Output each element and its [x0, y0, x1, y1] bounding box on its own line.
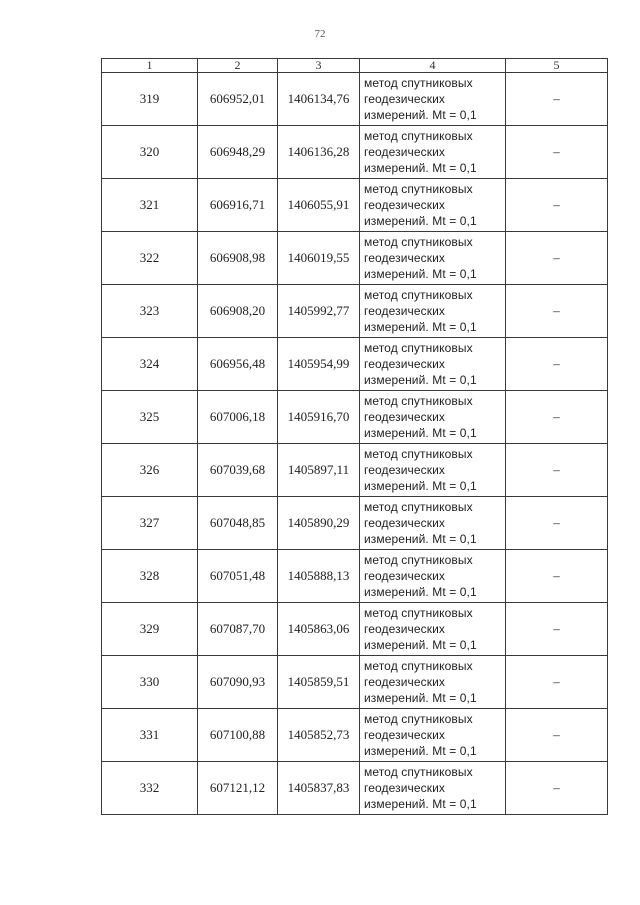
method-line-2: геодезических	[364, 251, 445, 265]
method-line-2: геодезических	[364, 198, 445, 212]
y-coordinate-cell: 1405916,70	[278, 391, 360, 444]
method-line-1: метод спутниковых	[364, 76, 473, 90]
table-row	[102, 603, 608, 656]
method-line-1: метод спутниковых	[364, 606, 473, 620]
table-row	[102, 338, 608, 391]
x-coordinate-cell: 607087,70	[198, 603, 278, 656]
table-row	[102, 232, 608, 285]
y-coordinate-cell: 1405837,83	[278, 762, 360, 815]
table-row	[102, 656, 608, 709]
x-coordinate-cell: 607100,88	[198, 709, 278, 762]
method-line-1: метод спутниковых	[364, 447, 473, 461]
x-coordinate-cell: 606908,98	[198, 232, 278, 285]
method-line-3: измерений. Mt = 0,1	[364, 638, 477, 652]
table-row	[102, 391, 608, 444]
method-cell	[360, 285, 506, 338]
method-line-3: измерений. Mt = 0,1	[364, 108, 477, 122]
header-col-3: 3	[278, 59, 360, 73]
y-coordinate-cell: 1405890,29	[278, 497, 360, 550]
method-cell	[360, 338, 506, 391]
y-coordinate-cell: 1405954,99	[278, 338, 360, 391]
method-cell	[360, 126, 506, 179]
method-line-3: измерений. Mt = 0,1	[364, 744, 477, 758]
method-line-2: геодезических	[364, 145, 445, 159]
point-number-cell: 329	[102, 603, 198, 656]
table-row	[102, 73, 608, 126]
accuracy-cell: –	[506, 126, 608, 179]
point-number-cell: 326	[102, 444, 198, 497]
method-line-2: геодезических	[364, 92, 445, 106]
accuracy-cell: –	[506, 285, 608, 338]
method-cell	[360, 550, 506, 603]
method-cell	[360, 232, 506, 285]
x-coordinate-cell: 606908,20	[198, 285, 278, 338]
method-line-3: измерений. Mt = 0,1	[364, 797, 477, 811]
accuracy-cell: –	[506, 444, 608, 497]
x-coordinate-cell: 607090,93	[198, 656, 278, 709]
accuracy-cell: –	[506, 179, 608, 232]
method-cell	[360, 179, 506, 232]
method-line-3: измерений. Mt = 0,1	[364, 161, 477, 175]
header-col-5: 5	[506, 59, 608, 73]
method-line-2: геодезических	[364, 675, 445, 689]
point-number-cell: 327	[102, 497, 198, 550]
method-line-3: измерений. Mt = 0,1	[364, 691, 477, 705]
accuracy-cell: –	[506, 73, 608, 126]
point-number-cell: 323	[102, 285, 198, 338]
y-coordinate-cell: 1405863,06	[278, 603, 360, 656]
method-line-3: измерений. Mt = 0,1	[364, 479, 477, 493]
method-line-1: метод спутниковых	[364, 553, 473, 567]
method-line-2: геодезических	[364, 304, 445, 318]
point-number-cell: 319	[102, 73, 198, 126]
table-row	[102, 762, 608, 815]
method-line-1: метод спутниковых	[364, 659, 473, 673]
method-cell	[360, 391, 506, 444]
y-coordinate-cell: 1405992,77	[278, 285, 360, 338]
method-line-1: метод спутниковых	[364, 288, 473, 302]
method-line-1: метод спутниковых	[364, 394, 473, 408]
accuracy-cell: –	[506, 550, 608, 603]
method-line-3: измерений. Mt = 0,1	[364, 426, 477, 440]
method-line-3: измерений. Mt = 0,1	[364, 532, 477, 546]
point-number-cell: 332	[102, 762, 198, 815]
method-cell	[360, 656, 506, 709]
method-line-1: метод спутниковых	[364, 500, 473, 514]
header-col-1: 1	[102, 59, 198, 73]
y-coordinate-cell: 1405888,13	[278, 550, 360, 603]
accuracy-cell: –	[506, 232, 608, 285]
method-line-1: метод спутниковых	[364, 341, 473, 355]
header-col-2: 2	[198, 59, 278, 73]
method-line-2: геодезических	[364, 781, 445, 795]
table-body	[102, 73, 608, 815]
method-line-3: измерений. Mt = 0,1	[364, 585, 477, 599]
method-cell	[360, 709, 506, 762]
point-number-cell: 322	[102, 232, 198, 285]
method-cell	[360, 497, 506, 550]
point-number-cell: 321	[102, 179, 198, 232]
method-cell	[360, 444, 506, 497]
x-coordinate-cell: 607039,68	[198, 444, 278, 497]
method-line-2: геодезических	[364, 463, 445, 477]
method-line-2: геодезических	[364, 410, 445, 424]
method-line-3: измерений. Mt = 0,1	[364, 267, 477, 281]
table-row	[102, 550, 608, 603]
table-row	[102, 444, 608, 497]
method-line-1: метод спутниковых	[364, 712, 473, 726]
method-line-2: геодезических	[364, 569, 445, 583]
y-coordinate-cell: 1406134,76	[278, 73, 360, 126]
x-coordinate-cell: 607121,12	[198, 762, 278, 815]
x-coordinate-cell: 606948,29	[198, 126, 278, 179]
method-cell	[360, 603, 506, 656]
point-number-cell: 324	[102, 338, 198, 391]
method-cell	[360, 73, 506, 126]
page-number: 72	[314, 28, 326, 40]
method-line-1: метод спутниковых	[364, 182, 473, 196]
x-coordinate-cell: 607048,85	[198, 497, 278, 550]
accuracy-cell: –	[506, 338, 608, 391]
method-line-3: измерений. Mt = 0,1	[364, 320, 477, 334]
method-line-1: метод спутниковых	[364, 129, 473, 143]
y-coordinate-cell: 1406019,55	[278, 232, 360, 285]
accuracy-cell: –	[506, 391, 608, 444]
y-coordinate-cell: 1406136,28	[278, 126, 360, 179]
accuracy-cell: –	[506, 656, 608, 709]
point-number-cell: 325	[102, 391, 198, 444]
header-col-4: 4	[360, 59, 506, 73]
method-line-2: геодезических	[364, 357, 445, 371]
method-line-2: геодезических	[364, 516, 445, 530]
point-number-cell: 331	[102, 709, 198, 762]
y-coordinate-cell: 1405852,73	[278, 709, 360, 762]
x-coordinate-cell: 607051,48	[198, 550, 278, 603]
y-coordinate-cell: 1405897,11	[278, 444, 360, 497]
method-line-2: геодезических	[364, 622, 445, 636]
x-coordinate-cell: 606916,71	[198, 179, 278, 232]
method-line-3: измерений. Mt = 0,1	[364, 373, 477, 387]
point-number-cell: 328	[102, 550, 198, 603]
y-coordinate-cell: 1405859,51	[278, 656, 360, 709]
accuracy-cell: –	[506, 497, 608, 550]
table-row	[102, 709, 608, 762]
accuracy-cell: –	[506, 762, 608, 815]
y-coordinate-cell: 1406055,91	[278, 179, 360, 232]
method-line-3: измерений. Mt = 0,1	[364, 214, 477, 228]
x-coordinate-cell: 606956,48	[198, 338, 278, 391]
point-number-cell: 330	[102, 656, 198, 709]
table-row	[102, 179, 608, 232]
point-number-cell: 320	[102, 126, 198, 179]
x-coordinate-cell: 607006,18	[198, 391, 278, 444]
method-line-2: геодезических	[364, 728, 445, 742]
method-cell	[360, 762, 506, 815]
table-row	[102, 497, 608, 550]
table-header-row	[102, 59, 608, 73]
accuracy-cell: –	[506, 603, 608, 656]
coordinates-table	[101, 58, 608, 815]
accuracy-cell: –	[506, 709, 608, 762]
method-line-1: метод спутниковых	[364, 235, 473, 249]
table-row	[102, 126, 608, 179]
x-coordinate-cell: 606952,01	[198, 73, 278, 126]
table-row	[102, 285, 608, 338]
method-line-1: метод спутниковых	[364, 765, 473, 779]
